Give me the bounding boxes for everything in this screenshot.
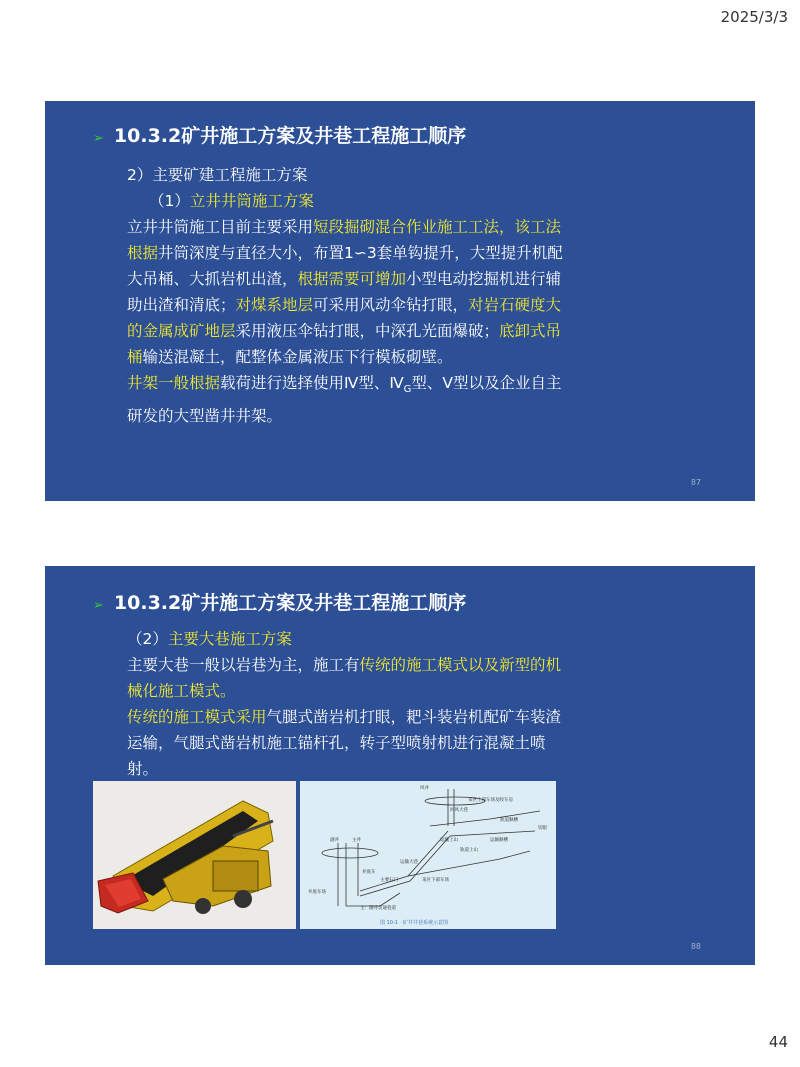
loader-machine-photo — [93, 781, 296, 929]
sub-heading-text: 立井井筒施工方案 — [189, 192, 314, 210]
highlighted-text: 井架一般根据 — [127, 374, 221, 392]
sub-heading-number: （1） — [149, 192, 190, 210]
slide-88 — [45, 566, 755, 965]
slide-number: 88 — [690, 942, 701, 951]
diagram-label: 运输大巷 — [400, 860, 418, 865]
slide-title — [93, 588, 466, 615]
highlighted-text: 短段掘砌混合作业施工工法，该工法根据 — [127, 218, 562, 262]
slide-title-text: 10.3.2矿井施工方案及井巷工程施工顺序 — [113, 125, 467, 147]
body-text-run: 型、Ⅴ型以及企业自主研发的大型凿井井架。 — [127, 374, 562, 426]
diagram-label: 运输顺槽 — [490, 838, 508, 843]
diagram-label: 井底车 — [362, 870, 376, 875]
diagram-label: 采区上部车场及绞车房 — [468, 798, 513, 803]
slide-body — [87, 626, 567, 782]
paragraph-shaft-construction — [87, 214, 567, 370]
highlighted-text: 对岩石硬度大的金属成矿地层 — [127, 296, 562, 340]
body-text-run: 立井井筒施工目前主要采用 — [127, 218, 314, 236]
diagram-label: 切眼 — [538, 826, 547, 831]
body-text-run: 小型电动挖掘机进行辅助出渣和清底； — [127, 270, 562, 314]
page-number: 44 — [768, 1033, 788, 1051]
section-heading: 2）主要矿建工程施工方案 — [127, 166, 308, 184]
slide-87 — [45, 101, 755, 501]
slide-body — [87, 162, 567, 429]
highlighted-text: 根据需要可增加 — [297, 270, 407, 288]
paragraph-main-roadway — [87, 652, 567, 704]
page-date: 2025/3/3 — [720, 8, 788, 26]
diagram-label: 井底车场 — [308, 890, 326, 895]
mine-roadway-system-diagram — [300, 781, 556, 929]
sub-heading — [87, 188, 567, 214]
diagram-label: 主要石门 — [380, 878, 398, 883]
bullet-arrow-icon: ➢ — [93, 598, 104, 613]
highlighted-text: 传统的施工模式采用 — [127, 708, 267, 726]
bullet-arrow-icon: ➢ — [93, 131, 104, 146]
body-text-run: 气腿式凿岩机打眼，耙斗装岩机配矿车装渣运输，气腿式凿岩机施工锚杆孔，转子型喷射机进行混凝土喷射。 — [127, 708, 562, 778]
highlighted-text: 传统的施工模式以及新型的机械化施工模式。 — [127, 656, 562, 700]
body-text-run: G — [403, 384, 412, 396]
diagram-label: 轨道顺槽 — [500, 818, 518, 823]
highlighted-text: 对煤系地层 — [235, 296, 314, 314]
highlighted-text: 底卸式吊桶 — [127, 322, 562, 366]
diagram-label: 采区下部车场 — [422, 878, 449, 883]
body-text-run: 输送混凝土，配整体金属液压下行模板砌壁。 — [142, 348, 453, 366]
diagram-caption: 图 10-1 矿井井巷系统示意图 — [380, 920, 448, 926]
body-text-run: 采用液压伞钻打眼，中深孔光面爆破； — [235, 322, 500, 340]
slide-title-text: 10.3.2矿井施工方案及井巷工程施工顺序 — [113, 592, 467, 614]
diagram-label-air-shaft: 风井 — [420, 786, 429, 791]
slide-title — [93, 121, 466, 148]
diagram-label: 运输上山 — [440, 838, 458, 843]
body-text-run: 可采用风动伞钻打眼， — [313, 296, 469, 314]
paragraph-traditional-mode — [87, 704, 567, 782]
diagram-label: 主井 — [352, 838, 361, 843]
body-text-run: 载荷进行选择使用Ⅳ型、Ⅳ — [220, 374, 404, 392]
diagram-label: 主：副井贯通巷道 — [360, 906, 396, 911]
diagram-label: 轨道上山 — [460, 848, 478, 853]
diagram-label: 副井 — [330, 838, 339, 843]
sub-heading — [87, 626, 567, 652]
diagram-label: 回风大巷 — [450, 808, 468, 813]
sub-heading-number: （2） — [127, 630, 168, 648]
slide-number: 87 — [690, 478, 701, 487]
body-text-run: 井筒深度与直径大小，布置1∽3套单钩提升，大型提升机配大吊桶、大抓岩机出渣， — [127, 244, 563, 288]
sub-heading-text: 主要大巷施工方案 — [167, 630, 292, 648]
body-text-run: 主要大巷一般以岩巷为主，施工有 — [127, 656, 360, 674]
paragraph-headframe — [87, 370, 567, 429]
